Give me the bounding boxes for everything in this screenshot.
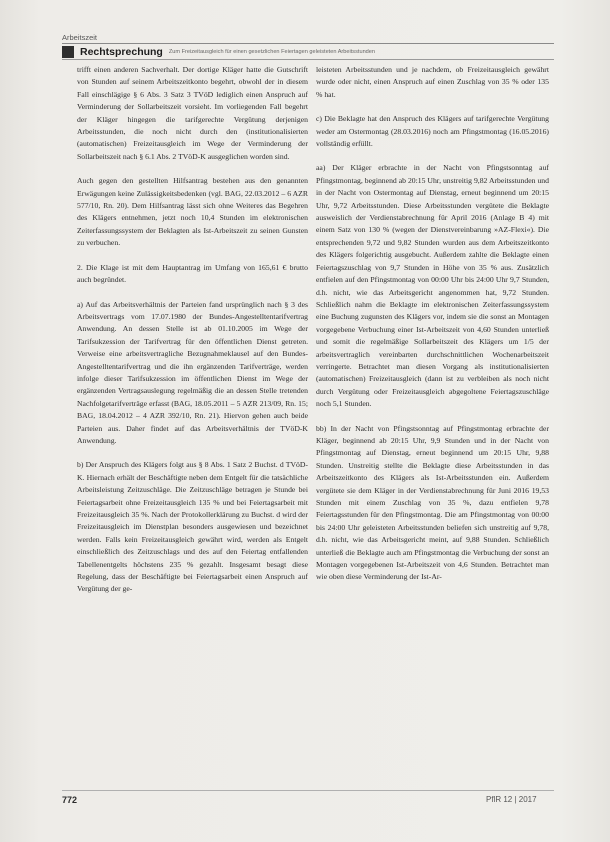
paragraph: b) Der Anspruch des Klägers folgt aus § 8 Abs. 1 Satz 2 Buchst. d TVöD-K. Hiernach erhält der Beschäftigte neben dem Entgelt für die tatsächliche Arbeitsleistung Zeitzuschläge. Die Zeitzuschläge betragen je Stunde bei Feiertagsarbeit ohne Freizeitausgleich 135 % und bei Feiertagsarbeit mit Freizeitausgleich 35 %. Nach der Protokollerklärung zu Buchst. d wird der Freizeitausgleich im Dienstplan besonders ausgewiesen und bezeichnet werden. Falls kein Freizeitausgleich gewährt wird, werden als Entgelt einschließlich des Zeitzuschlags und des auf den Feiertag entfallenden Tabellenentgelts höchstens 235 % gezahlt. Insgesamt besagt diese Regelung, dass der Beschäftigte bei Feiertagsarbeit einen Anspruch auf Vergütung der ge-: [77, 460, 308, 594]
header-subtitle: Zum Freizeitausgleich für einen gesetzlichen Feiertagen geleisteten Arbeitsstunden: [168, 49, 376, 55]
header-top-rule: [62, 43, 554, 44]
page-header: [62, 45, 375, 59]
paragraph: bb) In der Nacht von Pfingstsonntag auf Pfingstmontag erbrachte der Kläger, beginnend ab 20:15 Uhr, 9,9 Stunden und in der Nacht von Pfingstmontag auf Dienstag, erneut beginnend um 20:15 Uhr, 9,88 Stunden. Unstreitig stellte die Beklagte diese Arbeitsstunden in das Arbeitszeitkonto des Klägers als Ist-Arbeitsstunden ein. Außerdem vergütete sie dem Kläger in der Verdienstabrechnung für Juni 2016 19,53 Stunden mit einem Zuschlag von 35 %, dazu entfielen 9,78 Feiertagsstunden für den Pfingstmontag. Die am Pfingstmontag von 00:00 bis 24:00 Uhr geleisteten Arbeitsstunden beliefen sich unstreitig auf 9,78, d.h. nicht, wie das Arbeitsgericht meint, auf 9,88 Stunden. Schließlich unterließ die Beklagte auch am Pfingstmontag die Verbuchung der sonst an Montagen vorgegebenen Ist-Arbeitszeit von 4,6 Stunden. Betrachtet man wie oben diese Verminderung der Ist-Ar-: [316, 423, 549, 582]
paragraph: a) Auf das Arbeitsverhältnis der Parteien fand ursprünglich nach § 3 des Arbeitsvertrags vom 17.07.1980 der Bundes-Angestelltentarifvertrag Anwendung. An dessen Stelle ist ab 01.10.2005 im Wege der Tarifsukzession der Tarifvertrag für den öffentlichen Dienst getreten. Verweise eine arbeitsvertragliche Bezugnahmeklausel auf den Bundes-Angestelltentarifvertrag und die ihn ergänzenden Tarifverträge, werden infolge dieser Tarifsukzession im öffentlichen Dienst im Wege der ergänzenden Vertragsauslegung regelmäßig die an dessen Stelle tretenden Nachfolgetarifverträge erfasst (BAG, 18.05.2011 – 5 AZR 213/09, Rn. 15; BAG, 18.04.2012 – 4 AZR 392/10, Rn. 21). Hiervon gehen auch beide Parteien aus. Daher findet auf das Arbeitsverhältnis der TVöD-K Anwendung.: [77, 299, 308, 445]
paragraph: trifft einen anderen Sachverhalt. Der dortige Kläger hatte die Gutschrift von Stunden auf seinem Arbeitszeitkonto begehrt, obwohl der in diesem Fall einschlägige § 6 Abs. 3 Satz 3 TVöD lediglich einen Anspruch auf Verminderung der Sollarbeitszeit vorsieht. Im vorliegenden Fall begehrt der Kläger hingegen die tarifgerechte Vergütung derjenigen Arbeitsstunden, die noch nicht durch den (institutionalisierten (automatischen) Freizeitausgleich im Wege der Verminderung der Sollarbeitszeit nach § 6.1 Abs. 2 TVöD-K ausgeglichen worden sind.: [77, 65, 308, 161]
paragraph: aa) Der Kläger erbrachte in der Nacht von Pfingstsonntag auf Pfingstmontag, beginnend ab 20:15 Uhr, unstreitig 9,82 Arbeitsstunden und in der Nacht von Ostermontag auf Dienstag, erneut beginnend um 20:15 Uhr, 9,72 Arbeitsstunden. Diese Arbeitsstunden vergütete die Beklagte ausweislich der Verdienstabrechnung für April 2016 (Anlage B 4) mit einem Satz von 130 % (wegen der Dienstvereinbarung »AZ-Flexi«). Die entsprechenden 9,72 und 9,82 Stunden wurden aus dem Arbeitszeitkonto des Klägers folgerichtig ausgebucht. Außerdem zahlte die Beklagte einen Feiertagszuschlag von 9,7 Stunden in Höhe von 35 % aus. Zusätzlich entfielen auf den Pfingstmontag von 00:00 Uhr bis 24:00 Uhr 9,7 Stunden, d.h. nicht, wie das Arbeitsgericht angenommen hat, 9,72 Stunden. Schließlich nahm die Beklagte im elektronischen Zeiterfassungssystem eine Buchung zugunsten des Klägers vor, indem sie die sonst an Montagen vorgegebene Verbuchung einer Ist-Arbeitszeit von 4,60 Stunden unterließ und somit die regelmäßige Sollarbeitszeit des Klägers um 1/5 der arbeitsvertraglich vereinbarten durchschnittlichen Wochenarbeitszeit verringerte. Betrachtet man diesen Vorgang als institutionalisierten (automatischen) Freizeitausgleich (dann ist zu verbleiben als noch nicht durch Vergütung oder Freizeitausgleich abgegoltene Feiertagszuschläge noch 5,1 Stunden.: [316, 163, 549, 409]
footer-rule: [62, 790, 554, 791]
right-column: [316, 64, 549, 584]
left-column: [77, 64, 308, 596]
page-number: 772: [62, 795, 78, 805]
journal-reference: PflR 12 | 2017: [486, 795, 537, 804]
header-bottom-rule: [62, 59, 554, 60]
paragraph: c) Die Beklagte hat den Anspruch des Klägers auf tarifgerechte Vergütung weder am Ostermontag (28.03.2016) noch am Pfingstmontag (16.05.2016) vollständig erfüllt.: [316, 114, 549, 149]
header-square-icon: [62, 46, 74, 58]
paragraph: Auch gegen den gestellten Hilfsantrag bestehen aus den genannten Erwägungen keine Zulässigkeitsbedenken (vgl. BAG, 22.03.2012 – 6 AZR 577/10, Rn. 20). Dem Hilfsantrag lässt sich ohne Weiteres das Begehren des Klägers entnehmen, jetzt noch 10,4 Stunden im elektronischen Zeiterfassungssystem der Beklagten als Ist-Arbeitszeit zu seinen Gunsten zu verbuchen.: [77, 176, 308, 248]
section-label: Arbeitszeit: [62, 33, 98, 42]
header-title: Rechtsprechung: [80, 46, 163, 58]
paragraph: 2. Die Klage ist mit dem Hauptantrag im Umfang von 165,61 € brutto auch begründet.: [77, 262, 308, 285]
paragraph: leisteten Arbeitsstunden und je nachdem, ob Freizeitausgleich gewährt wurde oder nicht, einen Anspruch auf einen Zuschlag von 35 % oder 135 % hat.: [316, 65, 549, 99]
